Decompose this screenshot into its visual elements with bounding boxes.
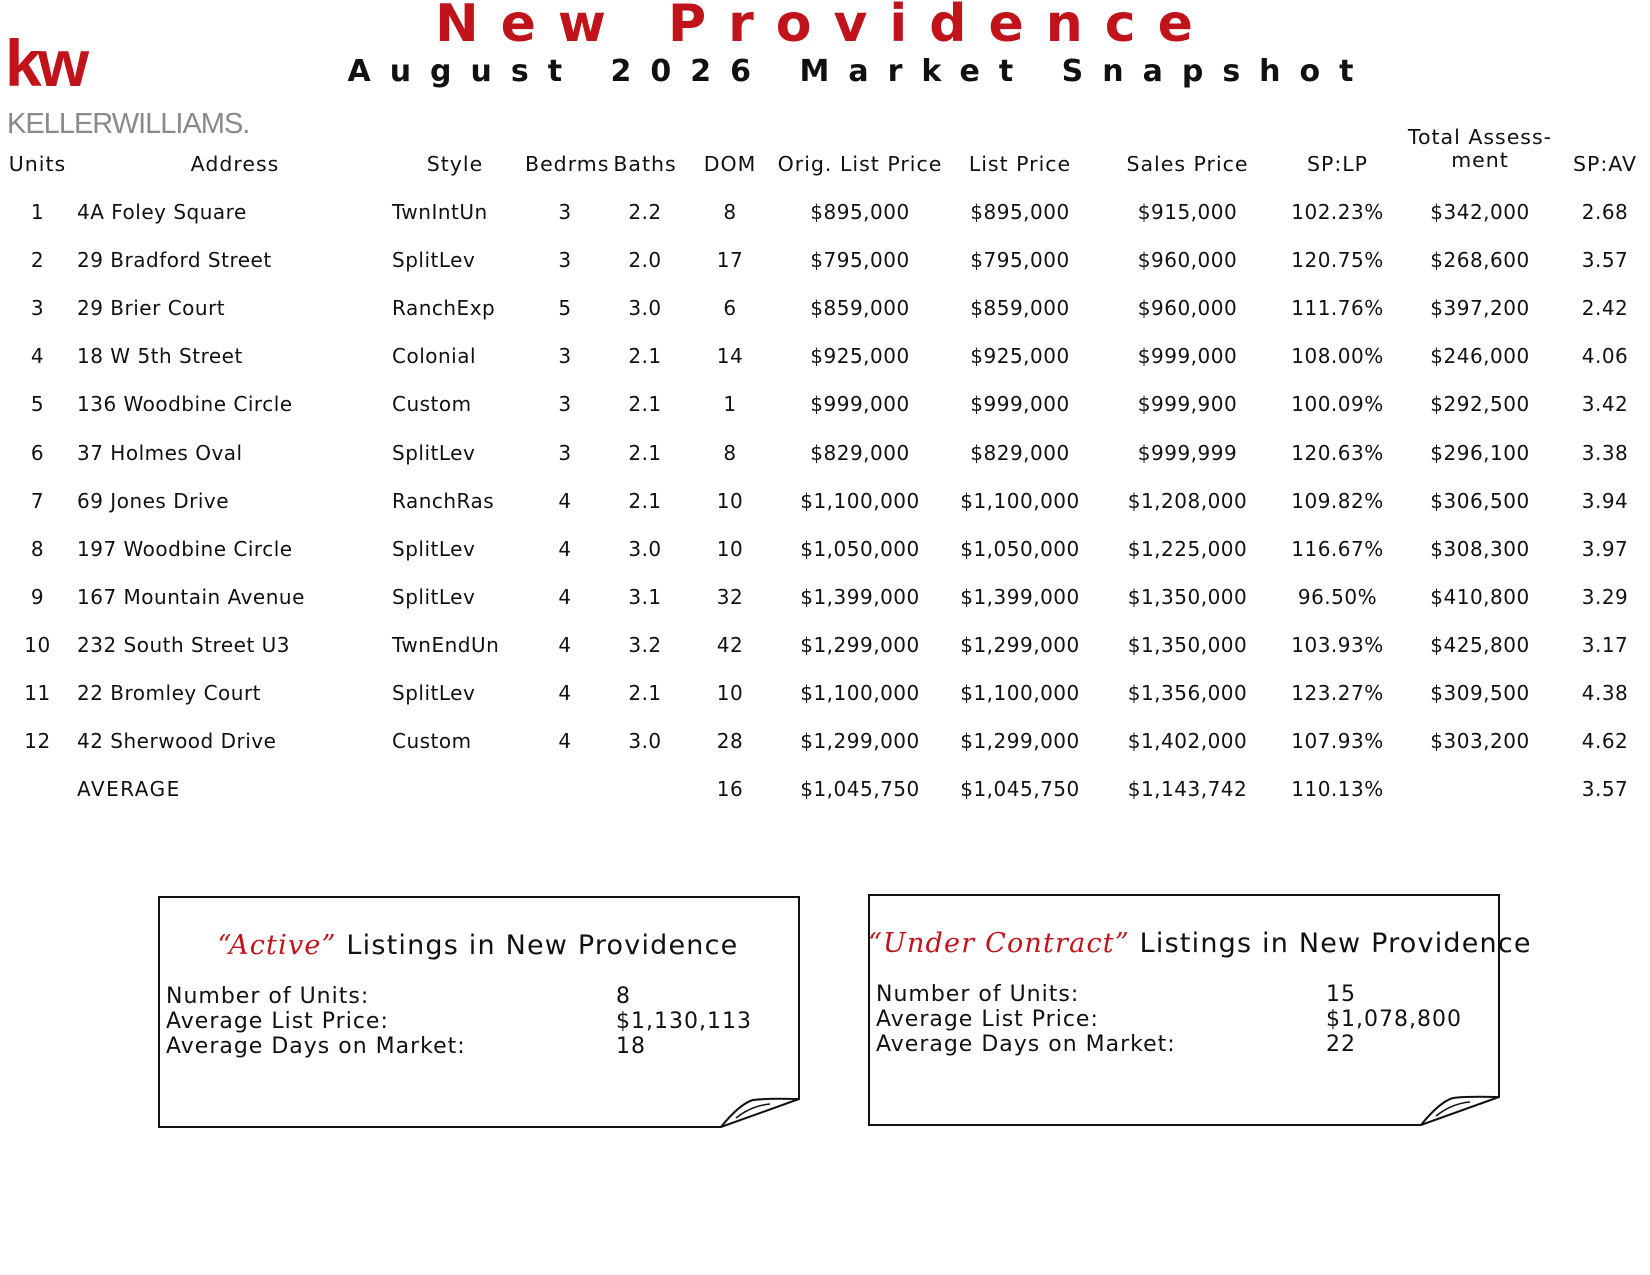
cell-bedrms: 3 <box>558 344 572 369</box>
cell-spav: 3.57 <box>1581 248 1629 273</box>
cell-style: SplitLev <box>392 440 476 465</box>
cell-total-assessment: $268,600 <box>1430 248 1530 273</box>
cell-address: 37 Holmes Oval <box>77 440 243 465</box>
cell-dom: 8 <box>723 440 737 465</box>
cell-splp: 103.93% <box>1291 632 1384 657</box>
under-contract-title-text: Listings in New Providence <box>1129 928 1532 959</box>
cell-address: 232 South Street U3 <box>77 632 291 657</box>
active-title-text: Listings in New Providence <box>336 930 739 961</box>
header-list-price: List Price <box>968 152 1072 176</box>
cell-orig-list-price: $1,050,000 <box>800 536 920 561</box>
cell-unit: 10 <box>24 632 51 657</box>
average-spav: 3.57 <box>1581 777 1629 802</box>
cell-total-assessment: $410,800 <box>1430 584 1530 609</box>
active-dom-value: 18 <box>616 1034 646 1059</box>
uc-units-row <box>876 982 1496 1007</box>
cell-spav: 4.38 <box>1581 681 1629 705</box>
active-dom-row <box>166 1034 786 1059</box>
cell-bedrms: 5 <box>558 296 572 321</box>
average-row <box>0 769 1650 809</box>
cell-orig-list-price: $1,100,000 <box>800 488 920 513</box>
header-baths: Baths <box>613 152 677 176</box>
cell-list-price: $925,000 <box>970 344 1070 369</box>
header-style: Style <box>426 152 484 176</box>
under-contract-quote: “Under Contract” <box>868 928 1130 959</box>
cell-sales-price: $960,000 <box>1137 296 1238 321</box>
cell-unit: 8 <box>30 536 45 561</box>
cell-total-assessment: $296,100 <box>1430 440 1530 465</box>
cell-total-assessment: $308,300 <box>1430 536 1530 561</box>
cell-list-price: $1,399,000 <box>960 584 1080 609</box>
active-units-value: 8 <box>616 984 631 1009</box>
active-listings-card <box>158 896 798 1126</box>
active-units-row <box>166 984 786 1009</box>
cell-spav: 3.17 <box>1581 632 1629 657</box>
cell-total-assessment: $306,500 <box>1430 488 1530 513</box>
cell-unit: 1 <box>30 200 45 224</box>
cell-style: Colonial <box>392 344 477 369</box>
under-contract-card-title <box>868 928 1532 959</box>
cell-total-assessment: $303,200 <box>1430 729 1530 754</box>
cell-dom: 10 <box>716 488 744 513</box>
cell-spav: 3.94 <box>1581 488 1629 513</box>
cell-list-price: $1,100,000 <box>960 681 1080 705</box>
header-splp: SP:LP <box>1306 152 1369 176</box>
average-splp: 110.13% <box>1291 777 1384 802</box>
cell-dom: 14 <box>716 344 744 369</box>
uc-units-label: Number of Units: <box>876 982 1080 1007</box>
cell-address: 42 Sherwood Drive <box>77 729 277 754</box>
header-spav: SP:AV <box>1572 152 1638 176</box>
cell-spav: 4.62 <box>1581 729 1629 754</box>
page-subtitle: August 2026 Market Snapshot <box>347 54 1373 89</box>
table-row <box>0 625 1650 665</box>
cell-style: SplitLev <box>392 584 476 609</box>
cell-address: 197 Woodbine Circle <box>77 536 293 561</box>
cell-orig-list-price: $925,000 <box>810 344 910 369</box>
table-row <box>0 240 1650 280</box>
cell-spav: 4.06 <box>1581 344 1629 369</box>
under-contract-stats <box>876 982 1496 1057</box>
cell-splp: 102.23% <box>1291 200 1384 224</box>
average-sales-price: $1,143,742 <box>1127 777 1248 802</box>
cell-style: TwnIntUn <box>392 200 488 224</box>
cell-address: 136 Woodbine Circle <box>77 392 293 417</box>
cell-orig-list-price: $895,000 <box>810 200 910 224</box>
cell-bedrms: 3 <box>558 200 572 224</box>
average-orig-list-price: $1,045,750 <box>800 777 920 802</box>
cell-unit: 6 <box>30 440 45 465</box>
cell-list-price: $1,299,000 <box>960 632 1080 657</box>
cell-baths: 2.1 <box>628 681 662 705</box>
cell-unit: 7 <box>30 488 45 513</box>
cell-list-price: $859,000 <box>970 296 1070 321</box>
cell-unit: 5 <box>30 392 45 417</box>
cell-baths: 2.1 <box>628 488 662 513</box>
cell-splp: 107.93% <box>1291 729 1384 754</box>
cell-address: 29 Brier Court <box>77 296 226 321</box>
cell-bedrms: 3 <box>558 248 572 273</box>
uc-units-value: 15 <box>1326 982 1356 1007</box>
cell-orig-list-price: $1,100,000 <box>800 681 920 705</box>
logo-company-name <box>7 108 249 141</box>
cell-list-price: $895,000 <box>970 200 1070 224</box>
active-units-label: Number of Units: <box>166 984 370 1009</box>
cell-unit: 3 <box>30 296 45 321</box>
table-row <box>0 673 1650 713</box>
cell-unit: 9 <box>30 584 45 609</box>
cell-unit: 11 <box>24 681 51 705</box>
cell-total-assessment: $309,500 <box>1430 681 1530 705</box>
average-list-price: $1,045,750 <box>960 777 1080 802</box>
cell-orig-list-price: $999,000 <box>810 392 910 417</box>
cell-dom: 10 <box>716 536 744 561</box>
cell-bedrms: 3 <box>558 440 572 465</box>
cell-baths: 2.1 <box>628 392 662 417</box>
cell-bedrms: 4 <box>558 681 572 705</box>
table-row <box>0 433 1650 473</box>
cell-dom: 42 <box>716 632 744 657</box>
cell-dom: 28 <box>716 729 744 754</box>
cell-splp: 96.50% <box>1297 584 1378 609</box>
cell-spav: 3.97 <box>1581 536 1629 561</box>
cell-orig-list-price: $795,000 <box>810 248 910 273</box>
cell-spav: 2.42 <box>1581 296 1629 321</box>
header-assess-line1: Total Assess- <box>1407 125 1553 149</box>
active-price-value: $1,130,113 <box>616 1009 752 1034</box>
cell-bedrms: 3 <box>558 392 572 417</box>
cell-splp: 111.76% <box>1291 296 1384 321</box>
cell-sales-price: $999,000 <box>1137 344 1238 369</box>
uc-dom-row <box>876 1032 1496 1057</box>
table-row <box>0 336 1650 376</box>
cell-spav: 3.29 <box>1581 584 1629 609</box>
cell-list-price: $1,050,000 <box>960 536 1080 561</box>
table-row <box>0 192 1650 232</box>
cell-address: 22 Bromley Court <box>77 681 262 705</box>
cell-orig-list-price: $859,000 <box>810 296 910 321</box>
cell-total-assessment: $292,500 <box>1430 392 1530 417</box>
cell-sales-price: $1,350,000 <box>1127 632 1248 657</box>
cell-bedrms: 4 <box>558 584 572 609</box>
cell-sales-price: $1,402,000 <box>1127 729 1248 754</box>
cell-bedrms: 4 <box>558 488 572 513</box>
cell-baths: 2.1 <box>628 344 662 369</box>
cell-sales-price: $1,350,000 <box>1127 584 1248 609</box>
cell-sales-price: $1,356,000 <box>1127 681 1248 705</box>
cell-address: 29 Bradford Street <box>77 248 272 273</box>
cell-list-price: $1,100,000 <box>960 488 1080 513</box>
cell-address: 69 Jones Drive <box>77 488 230 513</box>
cell-baths: 2.0 <box>628 248 662 273</box>
cell-spav: 3.42 <box>1581 392 1629 417</box>
active-stats <box>166 984 786 1059</box>
cell-style: RanchRas <box>392 488 495 513</box>
table-row <box>0 481 1650 521</box>
cell-bedrms: 4 <box>558 729 572 754</box>
table-row <box>0 721 1650 761</box>
cell-orig-list-price: $1,299,000 <box>800 632 920 657</box>
table-header <box>0 125 1650 184</box>
active-card-title <box>158 930 798 961</box>
uc-price-label: Average List Price: <box>876 1007 1099 1032</box>
cell-sales-price: $915,000 <box>1137 200 1238 224</box>
cell-splp: 120.75% <box>1291 248 1384 273</box>
cell-total-assessment: $246,000 <box>1430 344 1530 369</box>
cell-list-price: $829,000 <box>970 440 1070 465</box>
cell-sales-price: $960,000 <box>1137 248 1238 273</box>
cell-list-price: $1,299,000 <box>960 729 1080 754</box>
cell-style: SplitLev <box>392 536 476 561</box>
logo-name-bold: KELLER <box>7 108 112 140</box>
cell-splp: 116.67% <box>1291 536 1384 561</box>
cell-bedrms: 4 <box>558 536 572 561</box>
cell-dom: 8 <box>723 200 737 224</box>
cell-style: TwnEndUn <box>392 632 500 657</box>
cell-dom: 32 <box>716 584 744 609</box>
cell-splp: 120.63% <box>1291 440 1384 465</box>
cell-total-assessment: $342,000 <box>1430 200 1530 224</box>
kw-logo-mark: kw <box>5 26 86 100</box>
table-row <box>0 577 1650 617</box>
cell-orig-list-price: $1,299,000 <box>800 729 920 754</box>
cell-dom: 1 <box>723 392 737 417</box>
cell-address: 4A Foley Square <box>77 200 247 224</box>
cell-baths: 2.1 <box>628 440 662 465</box>
cell-style: RanchExp <box>392 296 496 321</box>
header-sales-price: Sales Price <box>1126 152 1249 176</box>
cell-baths: 3.0 <box>628 536 662 561</box>
uc-price-row <box>876 1007 1496 1032</box>
cell-style: SplitLev <box>392 248 476 273</box>
cell-list-price: $795,000 <box>970 248 1070 273</box>
cell-style: Custom <box>392 729 472 754</box>
logo-name-light: WILLIAMS. <box>111 108 250 140</box>
table-row <box>0 529 1650 569</box>
cell-list-price: $999,000 <box>970 392 1070 417</box>
active-price-row <box>166 1009 786 1034</box>
header-total-assessment <box>1405 126 1555 176</box>
cell-unit: 4 <box>30 344 45 369</box>
cell-address: 167 Mountain Avenue <box>77 584 305 609</box>
cell-style: Custom <box>392 392 472 417</box>
cell-sales-price: $1,208,000 <box>1127 488 1248 513</box>
cell-orig-list-price: $1,399,000 <box>800 584 920 609</box>
cell-baths: 2.2 <box>628 200 662 224</box>
table-row <box>0 384 1650 424</box>
cell-splp: 108.00% <box>1291 344 1384 369</box>
uc-dom-label: Average Days on Market: <box>876 1032 1176 1057</box>
cell-baths: 3.0 <box>628 296 662 321</box>
header-orig-list-price: Orig. List Price <box>777 152 943 176</box>
active-dom-label: Average Days on Market: <box>166 1034 466 1059</box>
cell-baths: 3.2 <box>628 632 662 657</box>
active-quote: “Active” <box>217 930 337 961</box>
cell-splp: 100.09% <box>1291 392 1384 417</box>
cell-baths: 3.0 <box>628 729 662 754</box>
cell-unit: 12 <box>24 729 51 754</box>
cell-splp: 109.82% <box>1291 488 1384 513</box>
cell-total-assessment: $397,200 <box>1430 296 1530 321</box>
cell-orig-list-price: $829,000 <box>810 440 910 465</box>
cell-bedrms: 4 <box>558 632 572 657</box>
header-assess-line2: ment <box>1451 148 1509 172</box>
header-units: Units <box>8 152 67 176</box>
cell-total-assessment: $425,800 <box>1430 632 1530 657</box>
cell-unit: 2 <box>30 248 45 273</box>
cell-dom: 10 <box>716 681 744 705</box>
cell-spav: 2.68 <box>1581 200 1629 224</box>
cell-sales-price: $999,900 <box>1137 392 1238 417</box>
under-contract-listings-card <box>868 894 1532 1124</box>
uc-dom-value: 22 <box>1326 1032 1356 1057</box>
average-dom: 16 <box>716 777 744 802</box>
cell-baths: 3.1 <box>628 584 662 609</box>
cell-address: 18 W 5th Street <box>77 344 243 369</box>
cell-splp: 123.27% <box>1291 681 1384 705</box>
table-row <box>0 288 1650 328</box>
cell-spav: 3.38 <box>1581 440 1629 465</box>
header-bedrms: Bedrms <box>525 152 610 176</box>
active-price-label: Average List Price: <box>166 1009 389 1034</box>
cell-dom: 17 <box>716 248 744 273</box>
cell-sales-price: $1,225,000 <box>1127 536 1248 561</box>
header-address: Address <box>190 152 280 176</box>
average-label: AVERAGE <box>77 777 181 802</box>
header-dom: DOM <box>703 152 757 176</box>
cell-style: SplitLev <box>392 681 476 705</box>
cell-dom: 6 <box>723 296 737 321</box>
uc-price-value: $1,078,800 <box>1326 1007 1462 1032</box>
page-title: New Providence <box>435 0 1215 54</box>
cell-sales-price: $999,999 <box>1137 440 1238 465</box>
